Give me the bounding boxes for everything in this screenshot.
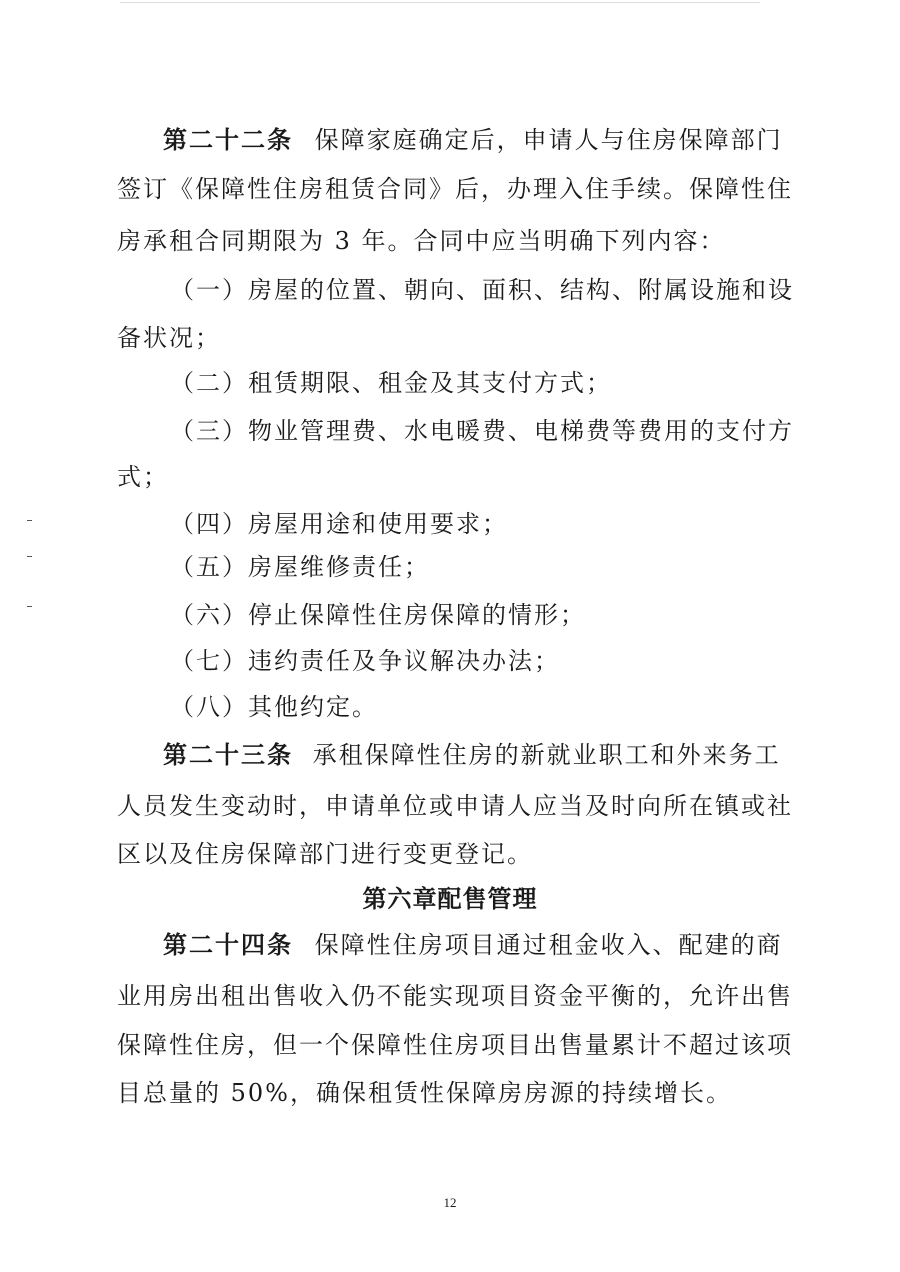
article-22-heading: 第二十二条 — [163, 126, 293, 154]
list-item-1: （一）房屋的位置、朝向、面积、结构、附属设施和设 — [170, 276, 794, 304]
article-24-line-3: 保障性住房，但一个保障性住房项目出售量累计不超过该项 — [117, 1031, 793, 1059]
list-item-8: （八）其他约定。 — [170, 693, 378, 721]
list-item-2: （二）租赁期限、租金及其支付方式； — [170, 369, 612, 397]
page-number: 12 — [443, 1195, 457, 1210]
article-23-line-2: 人员发生变动时，申请单位或申请人应当及时向所在镇或社 — [117, 792, 793, 820]
list-item-7: （七）违约责任及争议解决办法； — [170, 647, 560, 675]
scan-mark — [27, 606, 32, 607]
article-23-heading: 第二十三条 — [163, 741, 293, 769]
scan-mark — [27, 520, 32, 521]
article-24-text: 保障性住房项目通过租金收入、配建的商 — [314, 931, 783, 959]
article-22-line-1 — [163, 125, 783, 155]
list-item-1-cont: 备状况； — [117, 324, 221, 352]
list-item-3: （三）物业管理费、水电暖费、电梯费等费用的支付方 — [170, 417, 794, 445]
list-item-6: （六）停止保障性住房保障的情形； — [170, 601, 586, 629]
article-24-line-2: 业用房出租出售收入仍不能实现项目资金平衡的，允许出售 — [117, 982, 793, 1010]
scan-mark — [27, 556, 32, 557]
article-22-line-2: 签订《保障性住房租赁合同》后，办理入住手续。保障性住 — [117, 175, 793, 203]
scan-edge-line — [120, 2, 760, 3]
article-23-text: 承租保障性住房的新就业职工和外来务工 — [312, 741, 781, 769]
list-item-3-cont: 式； — [117, 463, 169, 491]
chapter-title: 第六章配售管理 — [362, 885, 538, 913]
list-item-5: （五）房屋维修责任； — [170, 553, 430, 581]
article-22-text: 保障家庭确定后，申请人与住房保障部门 — [314, 126, 783, 154]
article-23-line-1 — [163, 740, 781, 770]
article-24-line-1 — [163, 930, 783, 960]
list-item-4: （四）房屋用途和使用要求； — [170, 510, 508, 538]
article-22-line-3: 房承租合同期限为 3 年。合同中应当明确下列内容： — [117, 227, 726, 255]
article-24-line-4: 目总量的 50%，确保租赁性保障房房源的持续增长。 — [117, 1079, 732, 1107]
article-23-line-3: 区以及住房保障部门进行变更登记。 — [117, 840, 533, 868]
article-24-heading: 第二十四条 — [163, 931, 293, 959]
